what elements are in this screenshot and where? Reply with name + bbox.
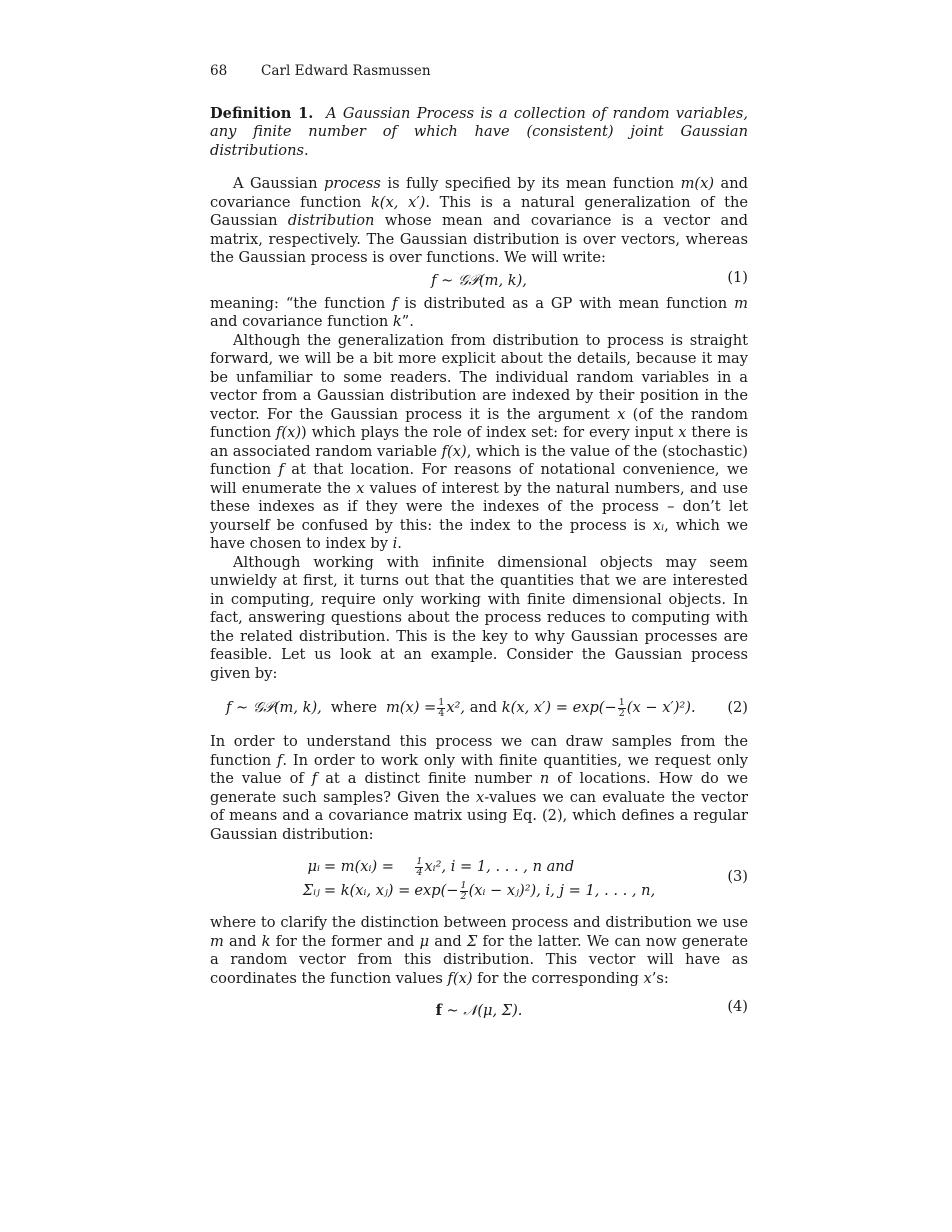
text: Although the generalization from distribution to process is straight forward, we will be a bit more explicit about the details, because it may be unfamiliar to some readers. The individual random variables in a vector from a Gaussian distribution are indexed by their position in the vector. For the Gaussian process it is the argument (210, 331, 748, 423)
emphasis: distribution (287, 212, 375, 229)
row-expression: (xᵢ − xⱼ)²), i, j = 1, . . . , n, (468, 882, 656, 900)
row-expression: = k(xᵢ, xⱼ) = (323, 881, 411, 899)
math: x (617, 405, 626, 423)
math: f (278, 461, 284, 478)
mean-function-lhs: m(x) = (385, 698, 437, 716)
fraction-denominator: 2 (618, 707, 625, 719)
text: meaning: “the function (210, 294, 393, 312)
fraction-one-quarter (415, 857, 423, 877)
paragraph-1 (210, 175, 748, 268)
math: xᵢ (652, 516, 665, 534)
text: ) which plays the role of index set: for every input (301, 424, 679, 441)
text: ”. (401, 313, 414, 330)
equation-4 (210, 998, 748, 1024)
text: , which is the value of the (stochastic) function (210, 442, 749, 478)
fraction-denominator: 2 (460, 890, 467, 902)
equation-3-row-covariance (301, 879, 657, 903)
equation-number: (3) (727, 868, 748, 885)
running-header (210, 62, 748, 81)
fraction-one-half (618, 698, 626, 718)
equation-number: (4) (727, 998, 748, 1015)
math: x (678, 424, 687, 441)
math: k (261, 932, 271, 950)
math: n (539, 770, 550, 787)
equation-expression: ∼ 𝒩(μ, Σ). (441, 1001, 523, 1019)
definition-text: A Gaussian Process is a collection of random variables, any finite number of which have (consistent) joint Gaussian distributions. (210, 104, 748, 159)
text: is distributed as a GP with mean function (397, 294, 735, 312)
symbol-mu: μᵢ (307, 857, 320, 875)
equation-3 (210, 854, 748, 904)
covariance-function-rhs: (x − x′)²). (626, 698, 696, 716)
fraction-denominator: 4 (416, 866, 423, 878)
text: values of interest by the natural numbers, and use these indexes as if they were the indexes of the process – don’t let yourself be confused by this: the index to the process is (210, 479, 748, 534)
text: , which we have chosen to index by (210, 516, 748, 552)
definition-label: Definition 1. (210, 104, 314, 122)
text: at a distinct finite number (317, 770, 540, 787)
text: and covariance function (210, 313, 393, 330)
text: ’s: (651, 969, 669, 987)
equation-3-row-mean (301, 855, 657, 879)
text: for the latter. We can now generate a random vector from this distribution. This vector will have as coordinates the function values (210, 932, 748, 987)
text: there is an associated random variable (210, 424, 748, 460)
math: m (210, 932, 224, 950)
math: m(x) (680, 175, 715, 192)
fraction-numerator: 1 (460, 880, 467, 891)
text: and covariance function (210, 175, 748, 211)
covariance-function-lhs: k(x, x′) = exp(− (501, 698, 617, 716)
page-content (210, 62, 748, 1024)
fraction-one-quarter (437, 698, 445, 718)
paragraph-4: Although working with infinite dimensional objects may seem unwieldy at first, it turns out that the quantities that we are interested in computing, require only working with finite dimensional objects. In fact, answering questions about the process reduces to computing with the related distribution. This is the key to why Gaussian processes are feasible. Let us look at an example. Consider the Gaussian process given by: (210, 553, 748, 682)
text: is fully specified by its mean function (380, 175, 681, 192)
symbol-sigma: Σᵢⱼ (302, 881, 320, 899)
paragraph-2 (210, 295, 748, 332)
equation-lhs: f ∼ 𝒢𝒫(m, k), (226, 698, 322, 716)
equation-number: (1) (727, 268, 748, 286)
text: (of the random function (210, 405, 748, 441)
equation-3-array (301, 855, 657, 903)
row-expression: = m(xᵢ) = (323, 857, 395, 875)
page-number: 68 (210, 63, 228, 79)
text: A Gaussian (233, 175, 325, 192)
math: i (392, 535, 398, 552)
fraction-one-half (460, 881, 468, 901)
text: whose mean and covariance is a vector and matrix, respectively. The Gaussian distribution is over vectors, whereas the Gaussian process is over functions. We will write: (210, 212, 748, 266)
fraction-denominator: 4 (438, 707, 445, 719)
paragraph-5 (210, 733, 748, 844)
author-name: Carl Edward Rasmussen (261, 63, 431, 79)
math: f (311, 770, 318, 787)
text: . In order to work only with finite quantities, we request only the value of (210, 751, 748, 787)
math: μ (419, 932, 430, 950)
text: . This is a natural generalization of the Gaussian (210, 193, 748, 229)
equation-expression: f ∼ 𝒢𝒫(m, k), (431, 272, 527, 290)
math: k (392, 313, 402, 330)
fraction-numerator: 1 (618, 697, 625, 708)
equation-word-and: and (469, 698, 498, 716)
text: of locations. How do we generate such samples? Given the (210, 770, 748, 806)
definition-1 (210, 105, 748, 161)
text: at that location. For reasons of notational convenience, we will enumerate the (210, 461, 748, 497)
math: f (392, 294, 398, 312)
text: . (397, 535, 402, 552)
math: f(x) (447, 969, 473, 987)
bold-vector-f: f (435, 1001, 442, 1019)
fraction-numerator: 1 (438, 697, 445, 708)
equation-number: (2) (727, 699, 748, 716)
math: x (356, 479, 365, 497)
row-expression: exp(− (414, 882, 459, 900)
text: and (429, 932, 467, 950)
text: In order to understand this process we can draw samples from the function (210, 733, 748, 769)
row-expression: xᵢ², i = 1, . . . , n and (424, 858, 575, 876)
math: f(x) (276, 424, 302, 441)
equation-2 (210, 693, 748, 723)
paragraph-3 (210, 332, 748, 554)
math: x (476, 788, 485, 806)
equation-1 (210, 269, 748, 295)
paragraph-6 (210, 914, 748, 988)
text: for the corresponding (472, 969, 644, 987)
text: for the former and (270, 932, 420, 950)
math: Σ (466, 932, 478, 950)
text: -values we can evaluate the vector of means and a covariance matrix using Eq. (2), which defines a regular Gaussian distribution: (210, 788, 748, 843)
emphasis: process (324, 175, 381, 192)
math: m (734, 294, 748, 312)
fraction-numerator: 1 (416, 856, 423, 867)
text: where to clarify the distinction between process and distribution we use (210, 914, 748, 931)
text: and (223, 932, 262, 950)
equation-word-where: where (330, 698, 377, 716)
math: f (276, 751, 283, 769)
math: f(x) (441, 442, 467, 460)
math: x (643, 969, 652, 987)
mean-function-rhs: x², (446, 698, 466, 716)
math: k(x, x′) (370, 193, 426, 211)
